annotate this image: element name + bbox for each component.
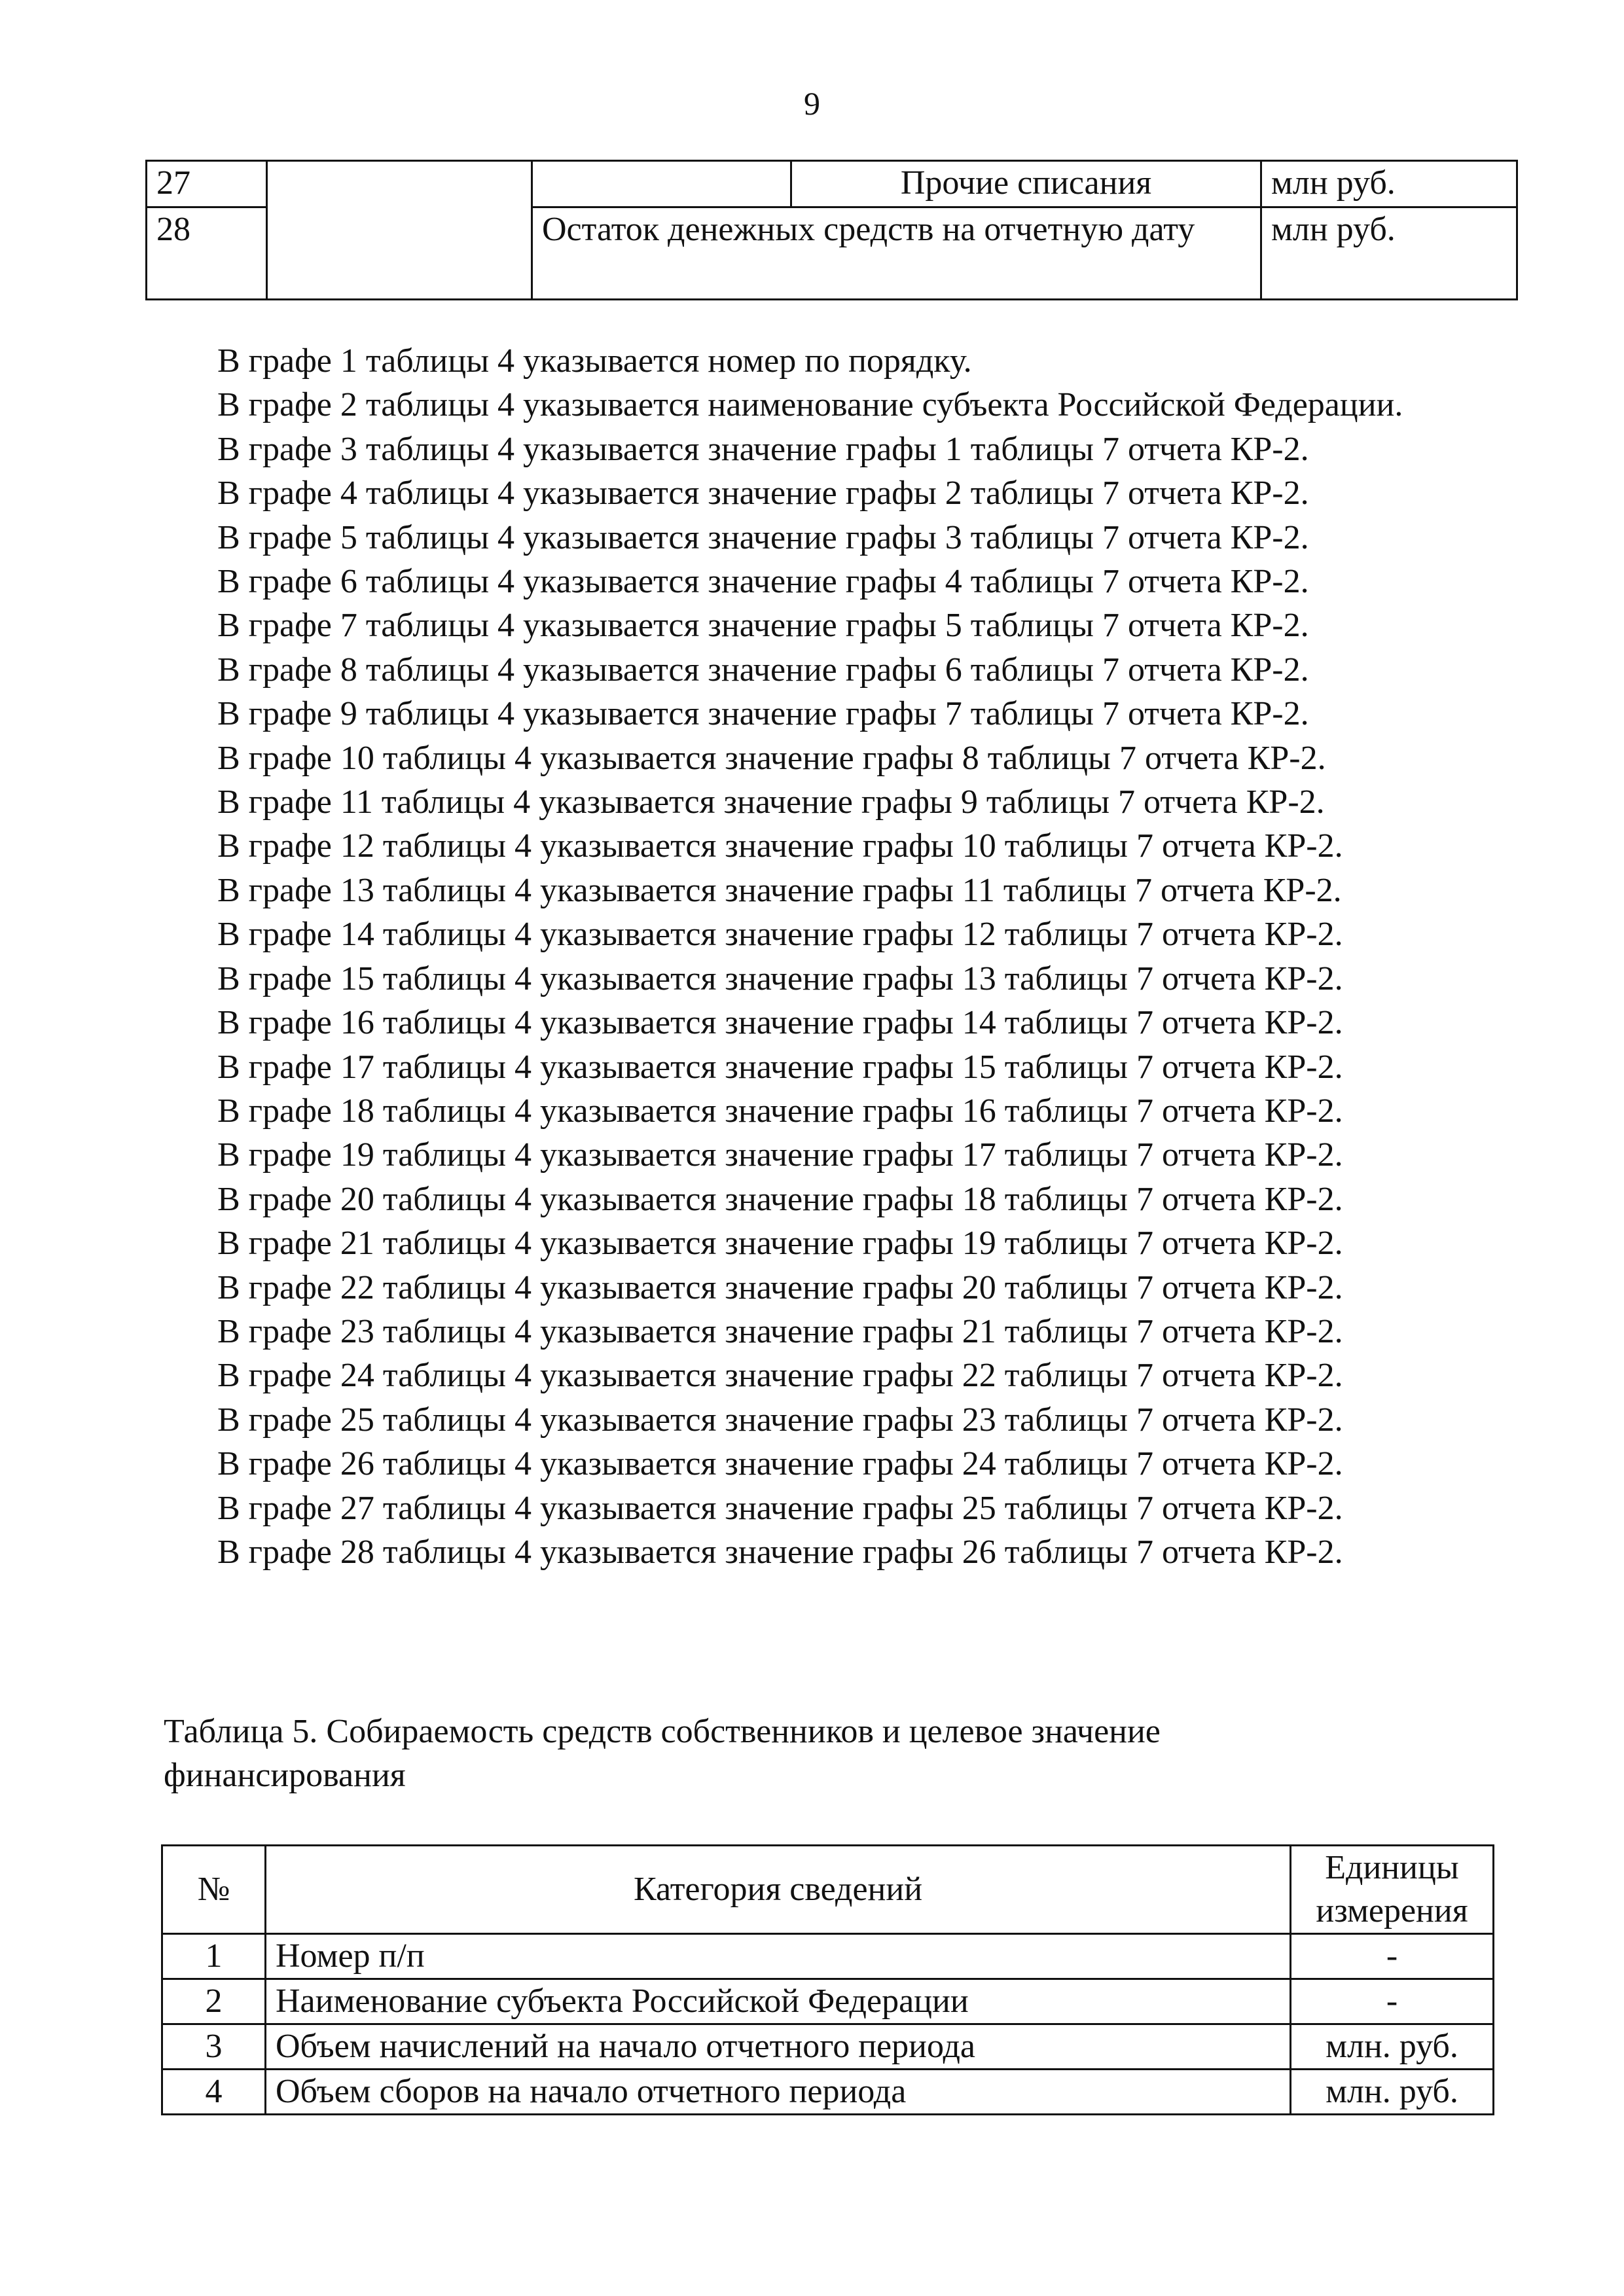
paragraph: В графе 8 таблицы 4 указывается значение графы 6 таблицы 7 отчета КР-2. bbox=[217, 651, 1309, 689]
table-caption: Таблица 5. Собираемость средств собственников и целевое значение финансирования bbox=[164, 1713, 1161, 1794]
empty-cell bbox=[267, 161, 532, 300]
table-row bbox=[162, 1979, 1494, 2024]
unit-cell: млн руб. bbox=[1261, 207, 1517, 300]
continuation-table bbox=[145, 160, 1518, 300]
paragraph: В графе 9 таблицы 4 указывается значение графы 7 таблицы 7 отчета КР-2. bbox=[217, 695, 1309, 733]
category-label: Номер п/п bbox=[266, 1934, 1291, 1979]
paragraph: В графе 2 таблицы 4 указывается наименование субъекта Российской Федерации. bbox=[217, 386, 1403, 424]
row-number: 28 bbox=[147, 207, 267, 300]
paragraph: В графе 20 таблицы 4 указывается значение графы 18 таблицы 7 отчета КР-2. bbox=[217, 1180, 1343, 1218]
empty-subcell bbox=[533, 162, 792, 206]
paragraph: В графе 7 таблицы 4 указывается значение графы 5 таблицы 7 отчета КР-2. bbox=[217, 607, 1309, 645]
unit-cell: млн руб. bbox=[1261, 161, 1517, 207]
paragraph: В графе 6 таблицы 4 указывается значение графы 4 таблицы 7 отчета КР-2. bbox=[217, 563, 1309, 601]
column-header-number: № bbox=[162, 1846, 266, 1934]
row-number: 1 bbox=[162, 1934, 266, 1979]
instructions-text bbox=[164, 339, 1506, 1574]
unit-cell: - bbox=[1291, 1979, 1494, 2024]
paragraph: В графе 1 таблицы 4 указывается номер по порядку. bbox=[217, 342, 972, 380]
column-header-unit: Единицы измерения bbox=[1291, 1846, 1494, 1934]
category-cell bbox=[532, 161, 1261, 207]
unit-cell: млн. руб. bbox=[1291, 2024, 1494, 2070]
paragraph: В графе 22 таблицы 4 указывается значение графы 20 таблицы 7 отчета КР-2. bbox=[217, 1268, 1343, 1306]
paragraph: В графе 28 таблицы 4 указывается значение графы 26 таблицы 7 отчета КР-2. bbox=[217, 1533, 1343, 1571]
paragraph: В графе 17 таблицы 4 указывается значение графы 15 таблицы 7 отчета КР-2. bbox=[217, 1048, 1343, 1086]
category-label: Остаток денежных средств на отчетную дату bbox=[532, 207, 1261, 300]
category-label: Объем сборов на начало отчетного периода bbox=[266, 2070, 1291, 2115]
unit-cell: - bbox=[1291, 1934, 1494, 1979]
paragraph: В графе 14 таблицы 4 указывается значение графы 12 таблицы 7 отчета КР-2. bbox=[217, 916, 1343, 954]
column-header-category: Категория сведений bbox=[266, 1846, 1291, 1934]
paragraph: В графе 18 таблицы 4 указывается значение графы 16 таблицы 7 отчета КР-2. bbox=[217, 1092, 1343, 1130]
paragraph: В графе 19 таблицы 4 указывается значение графы 17 таблицы 7 отчета КР-2. bbox=[217, 1136, 1343, 1174]
table-row bbox=[162, 1934, 1494, 1979]
paragraph: В графе 16 таблицы 4 указывается значение графы 14 таблицы 7 отчета КР-2. bbox=[217, 1004, 1343, 1042]
row-number: 2 bbox=[162, 1979, 266, 2024]
category-label: Объем начислений на начало отчетного периода bbox=[266, 2024, 1291, 2070]
row-number: 27 bbox=[147, 161, 267, 207]
paragraph: В графе 26 таблицы 4 указывается значение графы 24 таблицы 7 отчета КР-2. bbox=[217, 1445, 1343, 1483]
category-label: Наименование субъекта Российской Федерации bbox=[266, 1979, 1291, 2024]
paragraph: В графе 5 таблицы 4 указывается значение графы 3 таблицы 7 отчета КР-2. bbox=[217, 518, 1309, 556]
unit-cell: млн. руб. bbox=[1291, 2070, 1494, 2115]
row-number: 4 bbox=[162, 2070, 266, 2115]
paragraph: В графе 13 таблицы 4 указывается значение графы 11 таблицы 7 отчета КР-2. bbox=[217, 871, 1342, 909]
category-label: Прочие списания bbox=[900, 164, 1152, 202]
paragraph: В графе 24 таблицы 4 указывается значение графы 22 таблицы 7 отчета КР-2. bbox=[217, 1357, 1343, 1395]
paragraph: В графе 4 таблицы 4 указывается значение графы 2 таблицы 7 отчета КР-2. bbox=[217, 475, 1309, 512]
paragraph: В графе 21 таблицы 4 указывается значение графы 19 таблицы 7 отчета КР-2. bbox=[217, 1225, 1343, 1263]
paragraph: В графе 23 таблицы 4 указывается значение графы 21 таблицы 7 отчета КР-2. bbox=[217, 1312, 1343, 1350]
paragraph: В графе 12 таблицы 4 указывается значение графы 10 таблицы 7 отчета КР-2. bbox=[217, 827, 1343, 865]
paragraph: В графе 11 таблицы 4 указывается значение графы 9 таблицы 7 отчета КР-2. bbox=[217, 783, 1325, 821]
page-number: 9 bbox=[804, 85, 820, 122]
paragraph: В графе 25 таблицы 4 указывается значение графы 23 таблицы 7 отчета КР-2. bbox=[217, 1401, 1343, 1439]
paragraph: В графе 15 таблицы 4 указывается значение графы 13 таблицы 7 отчета КР-2. bbox=[217, 960, 1343, 997]
table-header-row bbox=[162, 1846, 1494, 1934]
table-row bbox=[162, 2070, 1494, 2115]
table-row bbox=[162, 2024, 1494, 2070]
row-number: 3 bbox=[162, 2024, 266, 2070]
table-row bbox=[147, 161, 1517, 207]
table-5 bbox=[161, 1844, 1494, 2115]
paragraph: В графе 27 таблицы 4 указывается значение графы 25 таблицы 7 отчета КР-2. bbox=[217, 1489, 1343, 1527]
paragraph: В графе 10 таблицы 4 указывается значение графы 8 таблицы 7 отчета КР-2. bbox=[217, 739, 1326, 777]
paragraph: В графе 3 таблицы 4 указывается значение графы 1 таблицы 7 отчета КР-2. bbox=[217, 430, 1309, 468]
